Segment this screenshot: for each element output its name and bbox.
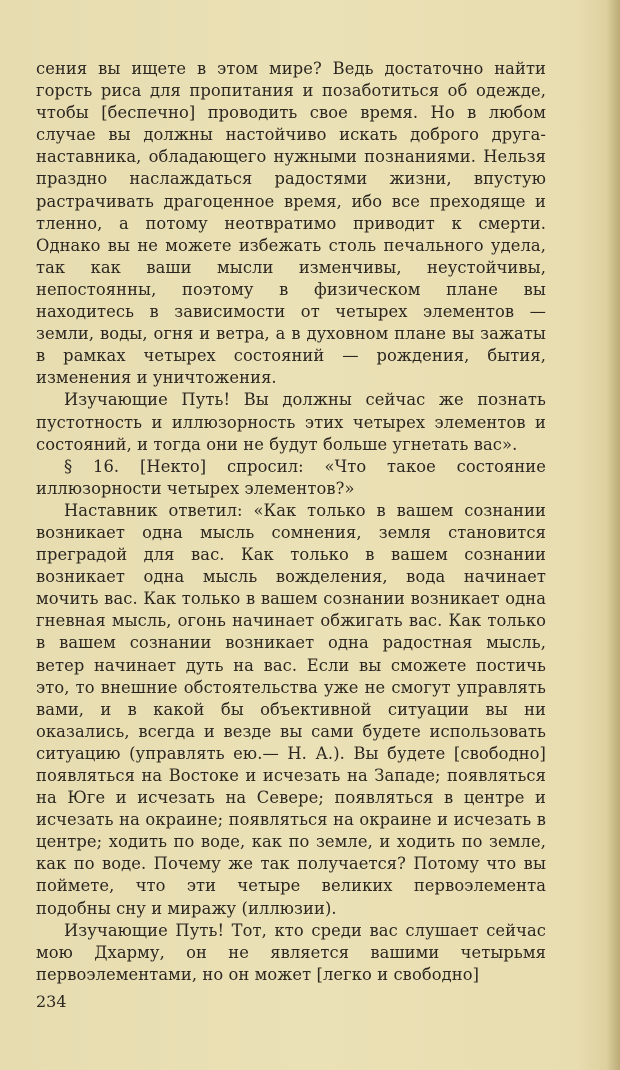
paragraph-4: Наставник ответил: «Как только в вашем сознании возникает одна мысль сомнения, земля становится преградой для вас. Как только в вашем сознании возникает одна мысль вожделения, вода начинает мочить вас. Как только в вашем сознании возникает одна гневная мысль, огонь начинает обжигать вас. Как только в вашем сознании возникает одна радостная мысль, ветер начинает дуть на вас. Если вы сможете постичь это, то внешние обстоятельства уже не смогут управлять вами, и в какой бы объективной ситуации вы ни оказались, всегда и везде вы сами будете использовать ситуацию (управлять ею.— Н. А.). Вы будете [свободно] появляться на Востоке и исчезать на Западе; появляться на Юге и исчезать на Севере; появляться в центре и исчезать на окраине; появляться на окраине и исчезать в центре; ходить по воде, как по земле, и ходить по земле, как по воде. Почему же так получается? Потому что вы поймете, что эти четыре великих первоэлемента подобны сну и миражу (иллюзии). [36,500,546,918]
page-number: 234 [36,992,67,1011]
paragraph-2: Изучающие Путь! Вы должны сейчас же познать пустотность и иллюзорность этих четырех элементов и состояний, и тогда они не будут больше угнетать вас». [36,390,546,454]
page-text [36,58,546,986]
paragraph-3: § 16. [Некто] спросил: «Что такое состояние иллюзорности четырех элементов?» [36,456,546,498]
page-edge-shadow [606,0,620,1070]
paragraph-1: сения вы ищете в этом мире? Ведь достаточно найти горсть риса для пропитания и позаботиться об одежде, чтобы [беспечно] проводить свое время. Но в любом случае вы должны настойчиво искать доброго друга-наставника, обладающего нужными познаниями. Нельзя праздно наслаждаться радостями жизни, впустую растрачивать драгоценное время, ибо все преходяще и тленно, а потому неотвратимо приводит к смерти. Однако вы не можете избежать столь печального удела, так как ваши мысли изменчивы, неустойчивы, непостоянны, поэтому в физическом плане вы находитесь в зависимости от четырех элементов — земли, воды, огня и ветра, а в духовном плане вы зажаты в рамках четырех состояний — рождения, бытия, изменения и уничтожения. [36,59,546,388]
paragraph-5: Изучающие Путь! Тот, кто среди вас слушает сейчас мою Дхарму, он не является вашими четырьмя первоэлементами, но он может [легко и свободно] [36,920,546,984]
